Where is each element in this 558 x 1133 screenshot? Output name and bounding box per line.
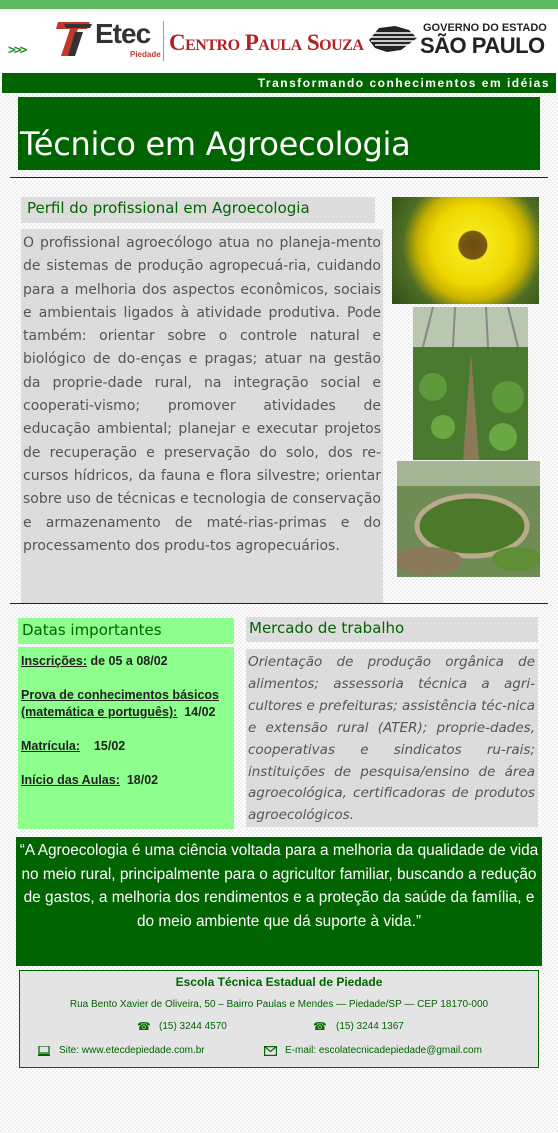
sunflower-photo [392,197,539,304]
government-label: GOVERNO DO ESTADO [423,22,547,34]
prova-value: 14/02 [177,705,216,719]
sao-paulo-state-icon [365,20,419,56]
cps-logo-text: Centro Paula Souza [169,30,364,55]
divider [10,177,548,178]
inscricoes-row [21,654,168,668]
inscricoes-label: Inscrições: [21,654,88,668]
mercado-heading: Mercado de trabalho [249,619,405,637]
prova-row-2 [21,705,216,719]
computer-icon [38,1046,50,1056]
email-link[interactable]: E-mail: escolatecnicadepiedade@gmail.com [285,1045,482,1056]
quote-text: “A Agroecologia é uma ciência voltada para a melhoria da qualidade de vida no meio rural, principalmente para o agricultor familiar, buscando a redução de gastos, a melhoria dos rendimentos e a proteção da saúde da família, e do meio ambiente que dá suporte à vida.” [19,842,539,930]
school-name: Escola Técnica Estadual de Piedade [175,975,383,989]
matricula-row [21,739,125,753]
matricula-value: 15/02 [80,739,126,753]
etec-logo-icon [56,18,96,58]
prova-label-1: Prova de conhecimentos básicos [21,688,219,702]
divider [10,603,548,604]
perfil-heading: Perfil do profissional em Agroecologia [27,199,310,217]
prova-label-2: (matemática e português): [21,705,178,719]
top-accent-bar [0,0,558,9]
logo-divider [163,21,164,61]
prova-row-1 [21,688,219,702]
matricula-label: Matrícula: [21,739,81,753]
phone-icon: ☎ [137,1020,151,1033]
state-name: SÃO PAULO [420,33,545,58]
inicio-row [21,773,158,787]
etec-logo-name: Etec [95,18,151,49]
page-title: Técnico em Agroecologia [20,125,411,163]
envelope-icon [264,1046,277,1056]
tagline: Transformando conhecimentos em idéias [257,76,550,90]
phone-1[interactable]: (15) 3244 4570 [159,1021,227,1032]
datas-heading: Datas importantes [22,621,162,639]
mercado-text: Orientação de produção orgânica de alimentos; assessoria técnica a agri-cultores e prefeituras; assistência téc-nica e extensão rural (ATER); proprie-dades, cooperativas e sindicatos ru-rais; instituições de pesquisa/ensino de área agroecológica, certificadoras de produtos agroecológicos. [248,654,535,824]
inicio-label: Início das Aulas: [21,773,120,787]
greenhouse-crops-photo [413,307,528,460]
website-link[interactable]: Site: www.etecdepiedade.com.br [59,1045,205,1056]
etec-logo-subtitle: Piedade [130,50,161,59]
inicio-value: 18/02 [119,773,159,787]
inscricoes-value: de 05 a 08/02 [87,654,168,668]
garden-beds-photo [397,461,540,577]
perfil-text: O profissional agroecólogo atua no planeja-mento de sistemas de produção agropecuá-ria, cuidando para a melhoria dos aspectos econômicos, sociais e ambientais ligados à atividade produtiva. Pode também: orientar sobre o controle natural e biológico de do-enças e pragas; atuar na gestão da proprie-dade rural, na integração social e cooperati-vismo; promover atividades de educação ambiental; planejar e executar projetos de recuperação e preservação do solo, dos re-cursos hídricos, da fauna e flora silvestre; orientar sobre uso de técnicas e tecnologia de conservação e armazenamento de maté-rias-primas e do processamento dos produ-tos agropecuários. [23,235,381,554]
school-address: Rua Bento Xavier de Oliveira, 50 – Bairro Paulas e Mendes — Piedade/SP — CEP 18170-000 [69,999,489,1010]
arrows-icon: >>> [8,43,26,58]
phone-2[interactable]: (15) 3244 1367 [336,1021,404,1032]
phone-icon: ☎ [313,1020,327,1033]
datas-body-box [18,647,234,829]
